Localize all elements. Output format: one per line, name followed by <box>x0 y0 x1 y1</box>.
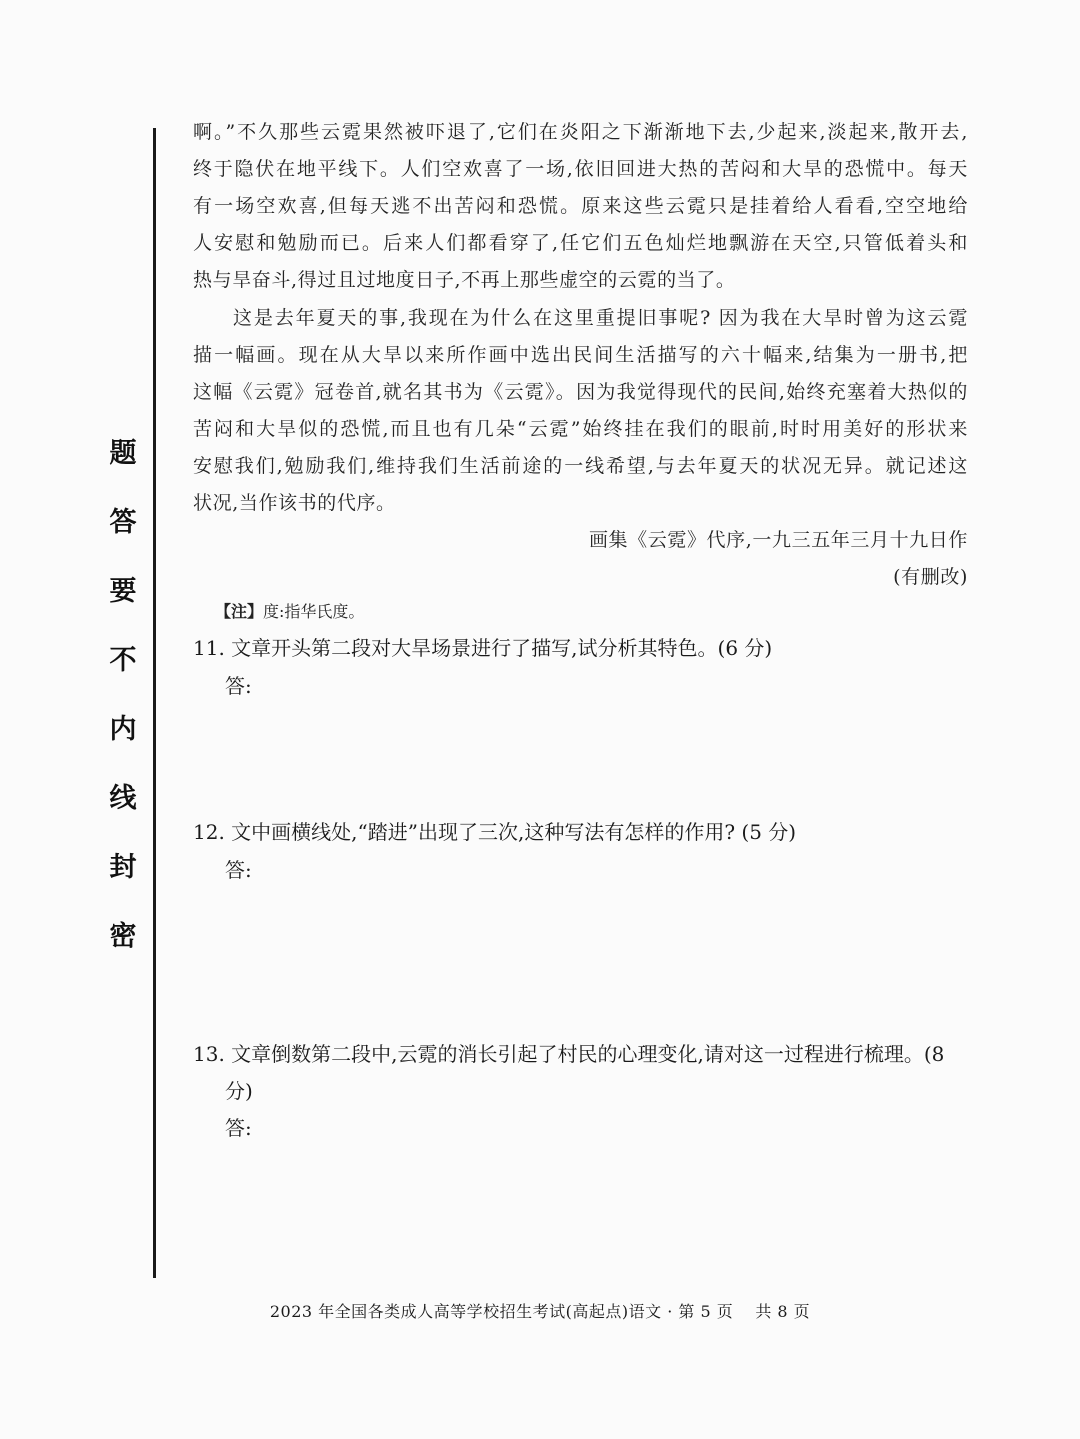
passage-line: 这是去年夏天的事,我现在为什么在这里重提旧事呢? 因为我在大旱时曾为这云霓 <box>233 307 968 329</box>
passage-line: 安慰我们,勉励我们,维持我们生活前途的一线希望,与去年夏天的状况无异。就记述这 <box>193 455 968 477</box>
answer-label-11: 答: <box>225 674 252 698</box>
passage-line: 人安慰和勉励而已。后来人们都看穿了,任它们五色灿烂地飘游在天空,只管低着头和 <box>193 232 968 254</box>
seal-char: 线 <box>109 783 137 814</box>
seal-char: 要 <box>109 576 137 607</box>
page-footer: 2023 年全国各类成人高等学校招生考试(高起点)语文 · 第 5 页 共 8 页 <box>269 1302 811 1321</box>
footnote-text: 度:指华氏度。 <box>263 602 365 621</box>
question-13-continued: 分) <box>225 1079 253 1103</box>
passage-line: 啊。”不久那些云霓果然被吓退了,它们在炎阳之下渐渐地下去,少起来,淡起来,散开去, <box>193 121 968 143</box>
question-11: 11. 文章开头第二段对大旱场景进行了描写,试分析其特色。(6 分) <box>193 636 773 660</box>
passage-line: 有一场空欢喜,但每天逃不出苦闷和恐慌。原来这些云霓只是挂着给人看看,空空地给 <box>193 195 968 217</box>
seal-warning-vertical <box>103 440 143 992</box>
question-12: 12. 文中画横线处,“踏进”出现了三次,这种写法有怎样的作用? (5 分) <box>193 820 797 844</box>
seal-char: 封 <box>109 852 137 883</box>
seal-char: 密 <box>109 921 137 952</box>
footnote-tag: 【注】 <box>215 602 264 621</box>
passage-line: 这幅《云霓》冠卷首,就名其书为《云霓》。因为我觉得现代的民间,始终充塞着大热似的 <box>193 381 968 403</box>
footnote <box>215 601 364 623</box>
seal-binding-line <box>153 128 156 1278</box>
passage-abridged-note: (有删改) <box>893 566 968 588</box>
passage-line: 热与旱奋斗,得过且过地度日子,不再上那些虚空的云霓的当了。 <box>193 269 736 291</box>
answer-label-13: 答: <box>225 1116 252 1140</box>
seal-char: 内 <box>109 714 137 745</box>
passage-line: 描一幅画。现在从大旱以来所作画中选出民间生活描写的六十幅来,结集为一册书,把 <box>193 344 968 366</box>
question-13: 13. 文章倒数第二段中,云霓的消长引起了村民的心理变化,请对这一过程进行梳理。(8 <box>193 1042 945 1066</box>
passage-line: 苦闷和大旱似的恐慌,而且也有几朵“云霓”始终挂在我们的眼前,时时用美好的形状来 <box>193 418 968 440</box>
answer-label-12: 答: <box>225 858 252 882</box>
seal-char: 答 <box>109 507 137 538</box>
passage-line: 状况,当作该书的代序。 <box>193 492 396 514</box>
passage-line: 终于隐伏在地平线下。人们空欢喜了一场,依旧回进大热的苦闷和大旱的恐慌中。每天 <box>193 158 968 180</box>
seal-char: 题 <box>109 438 137 469</box>
seal-char: 不 <box>109 645 137 676</box>
passage-signature: 画集《云霓》代序,一九三五年三月十九日作 <box>588 529 968 551</box>
